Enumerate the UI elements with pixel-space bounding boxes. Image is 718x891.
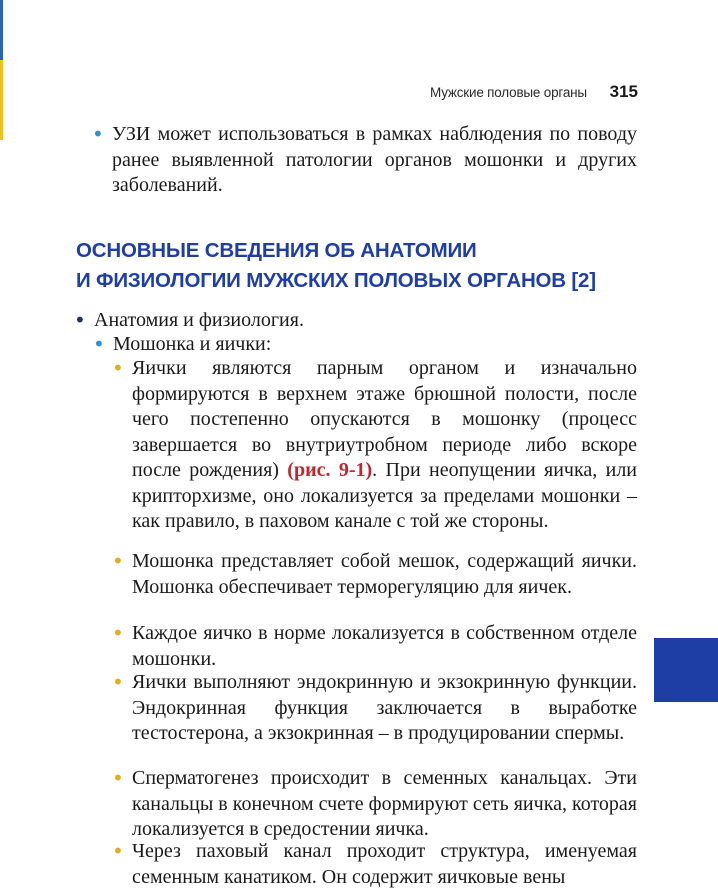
- figure-reference[interactable]: (рис. 9-1): [287, 459, 373, 481]
- intro-paragraph: УЗИ может использоваться в рамках наблюдения по поводу ранее выявленной патологии органов мошонки и других заболеваний.: [112, 123, 637, 196]
- section-heading: [76, 236, 636, 296]
- running-header: [430, 82, 640, 104]
- section-heading-line-2: И ФИЗИОЛОГИИ МУЖСКИХ ПОЛОВЫХ ОРГАНОВ [2]: [76, 269, 596, 292]
- bullet-marker: •: [112, 766, 124, 790]
- list-item: Через паховый канал проходит структура, именуемая семенным канатиком. Он содержит яичковые вены: [132, 840, 637, 888]
- bullet-marker: •: [112, 839, 124, 863]
- bullet-marker: •: [112, 670, 124, 694]
- list-item-level1: Анатомия и физиология.: [94, 309, 304, 331]
- edge-strip-blue: [0, 0, 3, 60]
- list-item: Сперматогенез происходит в семенных канальцах. Эти канальцы в конечном счете формируют сеть яичка, которая локализуется в средостении яичка.: [132, 767, 637, 840]
- bullet-marker: •: [112, 621, 124, 645]
- list-item: Каждое яичко в норме локализуется в собственном отделе мошонки.: [132, 622, 637, 670]
- bullet-marker: •: [93, 332, 105, 356]
- item-text: Яички являются парным органом и изначально формируются в верхнем этаже брюшной полости, после чего постепенно опускаются в мошонку (процесс завершается во внутриутробном периоде либо вскоре после рождения): [132, 357, 637, 481]
- list-item: Яички выполняют эндокринную и экзокринную функции. Эндокринная функция заключается в выработке тестостерона, а экзокринная – в продуцировании спермы.: [132, 671, 637, 744]
- list-item: [132, 356, 637, 535]
- page-number: 315: [609, 82, 638, 101]
- chapter-thumb-tab: [654, 638, 718, 702]
- running-header-section: Мужские половые органы: [430, 85, 587, 100]
- bullet-marker: •: [92, 122, 104, 146]
- bullet-marker: •: [74, 308, 86, 332]
- list-item: Мошонка представляет собой мешок, содержащий яички. Мошонка обеспечивает терморегуляцию для яичек.: [132, 550, 637, 598]
- item-text-continued: . При неопущении яичка, или крипторхизме, оно локализуется за пределами мошонки – как правило, в паховом канале с той же стороны.: [132, 459, 638, 532]
- section-heading-line-1: ОСНОВНЫЕ СВЕДЕНИЯ ОБ АНАТОМИИ: [76, 239, 477, 262]
- bullet-marker: •: [112, 549, 124, 573]
- bullet-marker: •: [112, 356, 124, 380]
- list-item-level2: Мошонка и яички:: [113, 333, 272, 355]
